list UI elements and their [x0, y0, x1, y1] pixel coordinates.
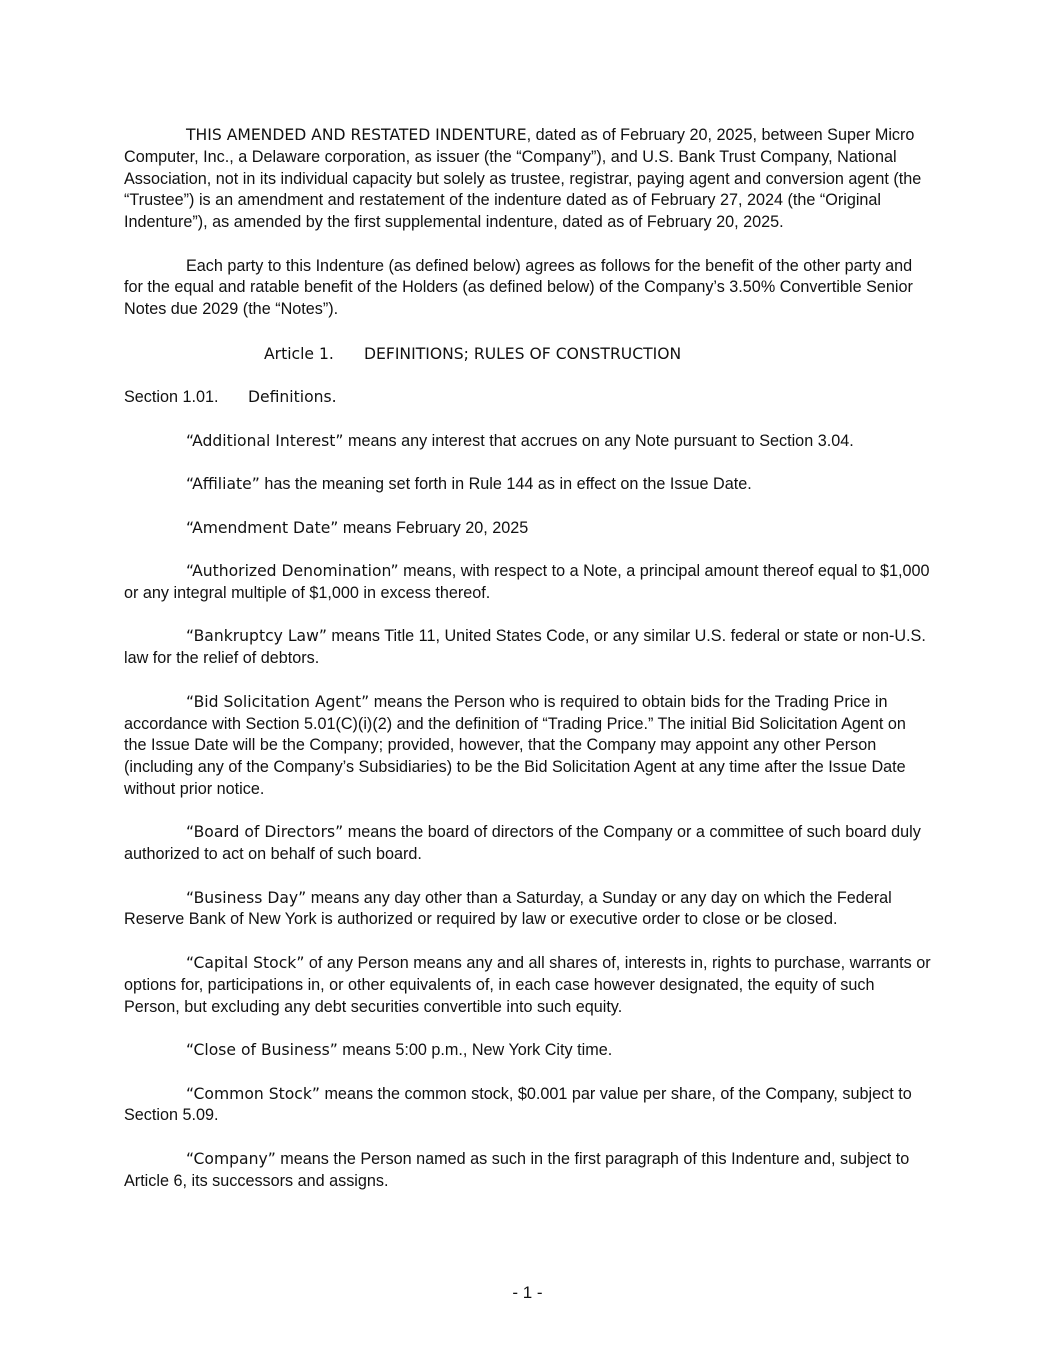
definition-text: means the Person who is required to obtain bids for the Trading Price in accordance with Section 5.01(C)(i)(2) and the definition of “Trading Price.” The initial Bid Solicitation Agent on the Issue Date will be the Company; provided, however, that the Company may appoint any other Person (including any of the Company’s Subsidiaries) to be the Bid Solicitation Agent at any time after the Issue Date without prior notice. — [124, 692, 906, 798]
definition-affiliate — [124, 474, 932, 496]
definition-bid-solicitation-agent — [124, 692, 932, 801]
definition-text: means any day other than a Saturday, a Sunday or any day on which the Federal Reserve Bank of New York is authorized or required by law or executive order to close or be closed. — [124, 888, 892, 929]
definition-term: “Authorized Denomination” — [186, 562, 399, 581]
definition-amendment-date — [124, 518, 932, 540]
definition-text: means the Person named as such in the first paragraph of this Indenture and, subject to Article 6, its successors and assigns. — [124, 1149, 910, 1190]
document-page — [124, 125, 932, 1214]
definition-text: means any interest that accrues on any Note pursuant to Section 3.04. — [343, 431, 854, 450]
definition-close-of-business — [124, 1040, 932, 1062]
definition-term: “Bankruptcy Law” — [186, 627, 327, 646]
agreement-paragraph: Each party to this Indenture (as defined below) agrees as follows for the benefit of the other party and for the equal and ratable benefit of the Holders (as defined below) of the Company’s 3.50% Convertible Senior Notes due 2029 (the “Notes”). — [124, 256, 913, 319]
definition-term: “Amendment Date” — [186, 518, 339, 537]
definition-text: has the meaning set forth in Rule 144 as in effect on the Issue Date. — [259, 475, 752, 494]
definition-term: “Business Day” — [186, 888, 307, 907]
definition-text: means the common stock, $0.001 par value per share, of the Company, subject to Section 5.09. — [124, 1084, 912, 1125]
intro-text: , dated as of February 20, 2025, between Super Micro Computer, Inc., a Delaware corporation, as issuer (the “Company”), and U.S. Bank Trust Company, National Association, not in its individual capacity but solely as trustee, registrar, paying agent and conversion agent (the “Trustee”) is an amendment and restatement of the indenture dated as of February 27, 2024 (the “Original Indenture”), as amended by the first supplemental indenture, dated as of February 20, 2025. — [124, 126, 922, 232]
definition-text: means Title 11, United States Code, or any similar U.S. federal or state or non-U.S. law for the relief of debtors. — [124, 627, 926, 668]
definition-common-stock — [124, 1084, 932, 1128]
section-number: Section 1.01. — [124, 388, 219, 407]
definition-term: “Common Stock” — [186, 1084, 320, 1103]
definition-text: means, with respect to a Note, a principal amount thereof equal to $1,000 or any integral multiple of $1,000 in excess thereof. — [124, 562, 930, 602]
definition-company — [124, 1149, 932, 1193]
definition-bankruptcy-law — [124, 626, 932, 670]
definition-text: of any Person means any and all shares of, interests in, rights to purchase, warrants or options for, participations in, or other equivalents of, in each case however designated, the equity of such Person, but excluding any debt securities convertible into such equity. — [124, 953, 931, 1016]
article-title: DEFINITIONS; RULES OF CONSTRUCTION — [364, 344, 682, 363]
page-number: - 1 - — [512, 1283, 543, 1302]
article-heading — [124, 343, 932, 366]
definition-term: “Bid Solicitation Agent” — [186, 692, 370, 711]
definition-term: “Close of Business” — [186, 1041, 338, 1060]
definition-term: “Board of Directors” — [186, 823, 344, 842]
article-number: Article 1. — [264, 344, 334, 363]
definition-authorized-denomination — [124, 561, 932, 605]
definition-term: “Capital Stock” — [186, 953, 305, 972]
definition-additional-interest — [124, 431, 932, 453]
definition-board-of-directors — [124, 822, 932, 866]
definition-term: “Affiliate” — [186, 475, 260, 494]
intro-paragraph — [124, 125, 932, 234]
definition-term: “Company” — [186, 1149, 276, 1168]
section-heading — [124, 387, 932, 409]
definition-text: means 5:00 p.m., New York City time. — [337, 1041, 613, 1060]
definition-capital-stock — [124, 953, 932, 1018]
definition-text: means February 20, 2025 — [338, 518, 529, 537]
section-title: Definitions. — [248, 388, 337, 407]
intro-lead: THIS AMENDED AND RESTATED INDENTURE — [186, 126, 527, 144]
definition-text: means the board of directors of the Company or a committee of such board duly authorized to act on behalf of such board. — [124, 823, 921, 864]
definition-business-day — [124, 888, 932, 932]
definition-term: “Additional Interest” — [186, 431, 344, 450]
